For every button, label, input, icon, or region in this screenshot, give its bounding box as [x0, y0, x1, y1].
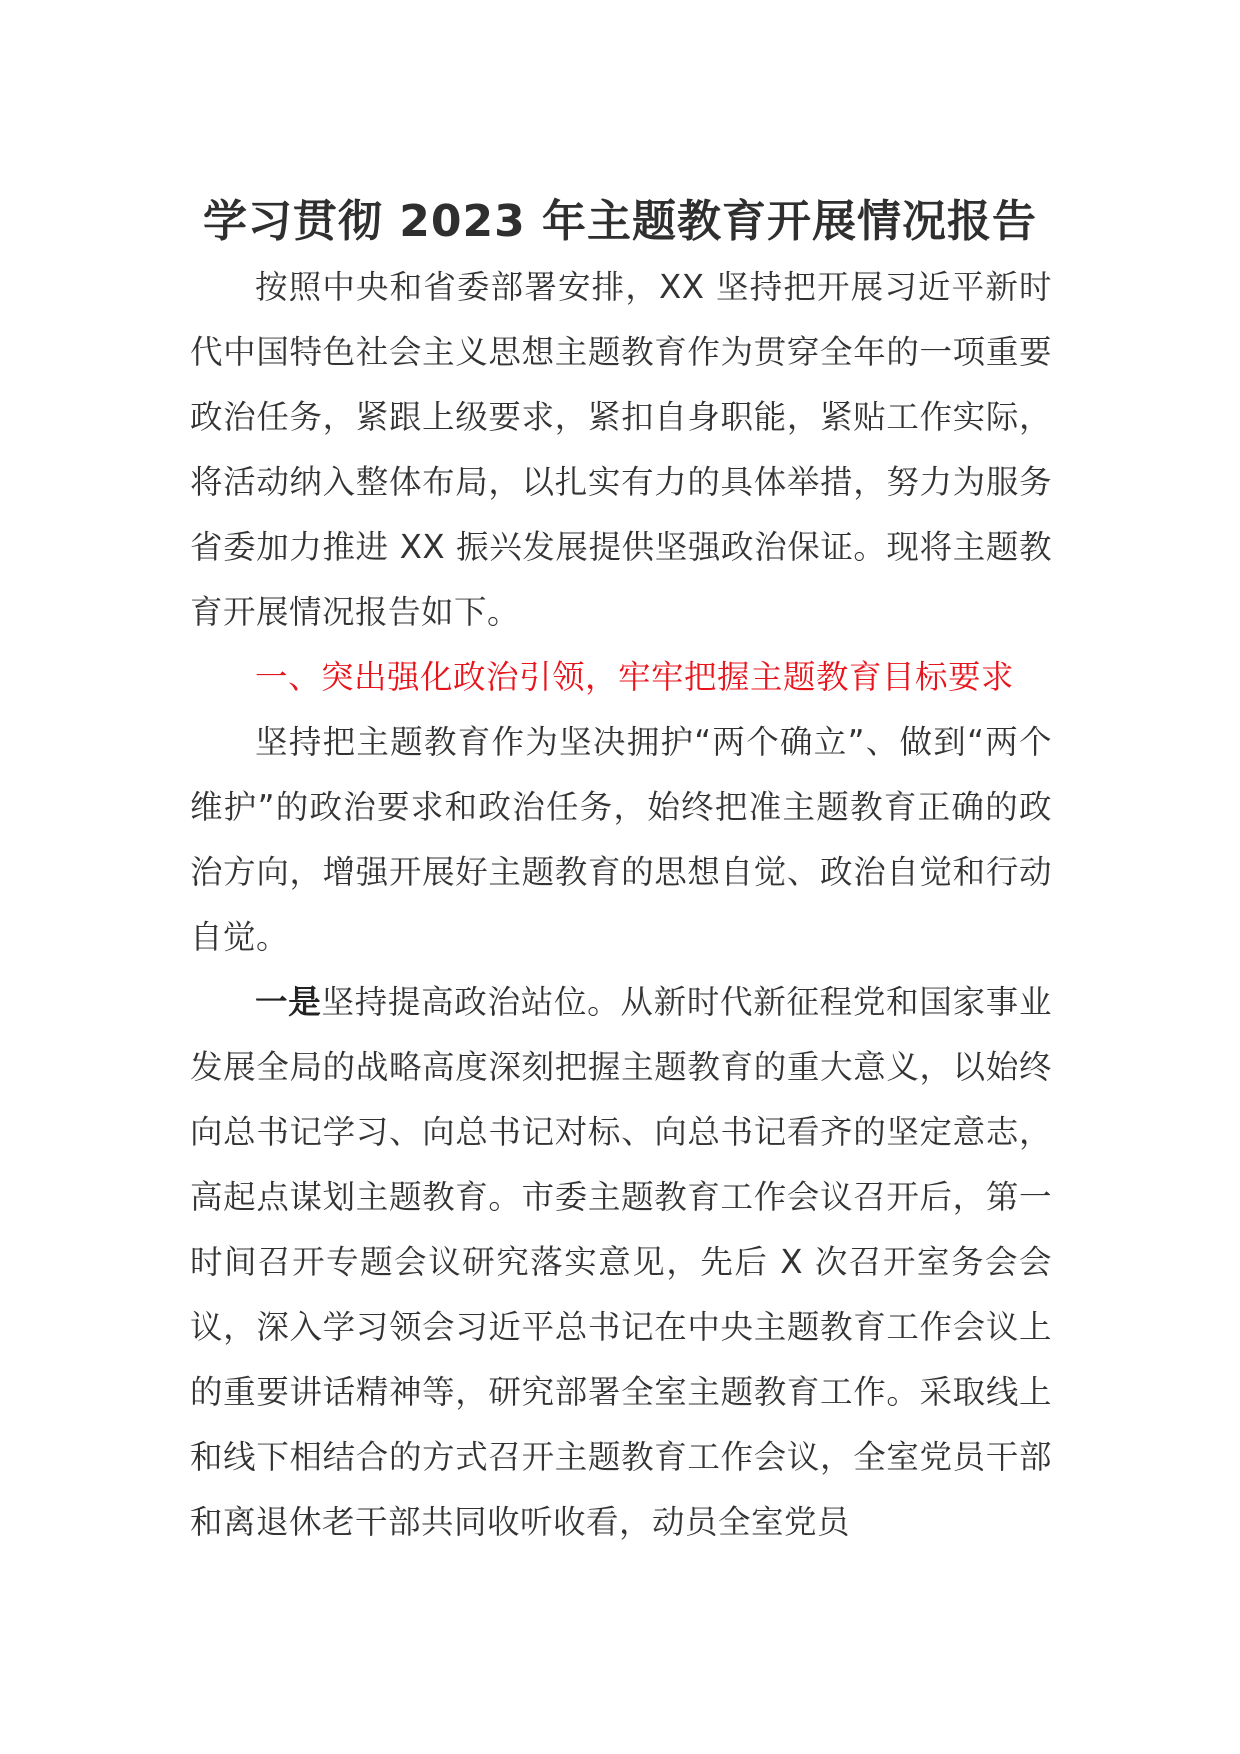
document-title: 学习贯彻 2023 年主题教育开展情况报告 — [202, 196, 1038, 247]
point-1-paragraph — [190, 970, 1052, 1555]
section-heading-1: 一、突出强化政治引领，牢牢把握主题教育目标要求 — [255, 658, 1015, 696]
point-1-text: 坚持提高政治站位。从新时代新征程党和国家事业发展全局的战略高度深刻把握主题教育的重大意义，以始终向总书记学习、向总书记对标、向总书记看齐的坚定意志，高起点谋划主题教育。市委主题教育工作会议召开后，第一时间召开专题会议研究落实意见，先后 X 次召开室务会会议，深入学习领会习近平总书记在中央主题教育工作会议上的重要讲话精神等，研究部署全室主题教育工作。采取线上和线下相结合的方式召开主题教育工作会议，全室党员干部和离退休老干部共同收听收看，动员全室党员 — [190, 983, 1052, 1541]
intro-paragraph: 按照中央和省委部署安排，XX 坚持把开展习近平新时代中国特色社会主义思想主题教育作为贯穿全年的一项重要政治任务，紧跟上级要求，紧扣自身职能，紧贴工作实际，将活动纳入整体布局，以扎实有力的具体举措，努力为服务省委加力推进 XX 振兴发展提供坚强政治保证。现将主题教育开展情况报告如下。 — [190, 268, 1052, 631]
point-1-lead: 一是 — [255, 983, 322, 1021]
section-1-paragraph: 坚持把主题教育作为坚决拥护“两个确立”、做到“两个维护”的政治要求和政治任务，始终把准主题教育正确的政治方向，增强开展好主题教育的思想自觉、政治自觉和行动自觉。 — [190, 723, 1052, 956]
document-body — [190, 255, 1052, 1555]
